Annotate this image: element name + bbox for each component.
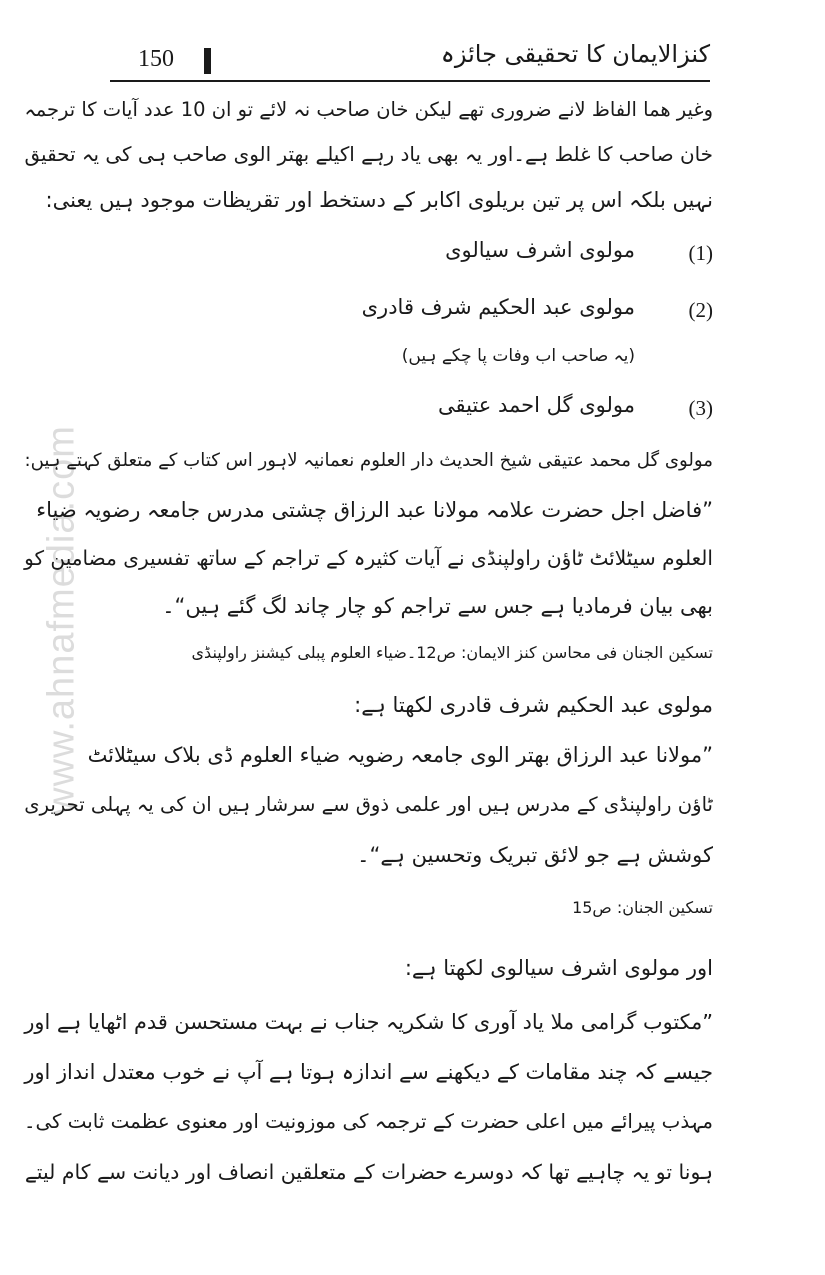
list-item: مولوی عبد الحکیم شرف قادری: [361, 295, 635, 319]
quote-line: ٹاؤن راولپنڈی کے مدرس ہیں اور علمی ذوق سے سرشار ہیں ان کی یہ پہلی تحریری: [24, 793, 713, 816]
list-item: مولوی اشرف سیالوی: [445, 238, 635, 262]
quote-line: ”مولانا عبد الرزاق بھتر الوی جامعہ رضویہ ضیاء العلوم ڈی بلاک سیٹلائٹ: [87, 743, 713, 767]
header-bar-divider: [204, 48, 211, 74]
header-rule: [110, 80, 710, 82]
quote-line: مہذب پیرائے میں اعلی حضرت کے ترجمہ کی موزونیت اور معنوی عظمت ثابت کی۔: [23, 1110, 713, 1133]
body-line: خان صاحب کا غلط ہے۔اور یہ بھی یاد رہے اکیلے بھتر الوی صاحب ہی کی یہ تحقیق: [24, 143, 713, 166]
quote-line: ”مکتوب گرامی ملا یاد آوری کا شکریہ جناب نے بہت مستحسن قدم اٹھایا ہے اور: [24, 1010, 713, 1034]
source-citation: تسکین الجنان: ص15: [572, 898, 713, 917]
body-line: وغیر ھما الفاظ لانے ضروری تھے لیکن خان صاحب نہ لائے تو ان 10 عدد آیات کا ترجمہ: [24, 98, 713, 121]
body-line: مولوی گل محمد عتیقی شیخ الحدیث دار العلوم نعمانیہ لاہور اس کتاب کے متعلق کہتے ہیں:: [24, 450, 713, 471]
list-number: (1): [688, 241, 713, 265]
list-number: (2): [688, 298, 713, 322]
quote-line: ”فاضل اجل حضرت علامہ مولانا عبد الرزاق چشتی مدرس جامعہ رضویہ ضیاء: [36, 498, 713, 522]
quote-line: ہونا تو یہ چاہیے تھا کہ دوسرے حضرات کے متعلقین انصاف اور دیانت سے کام لیتے: [24, 1160, 713, 1184]
list-note: (یہ صاحب اب وفات پا چکے ہیں): [401, 346, 635, 366]
page-header: [110, 38, 710, 80]
page-number: 150: [138, 46, 174, 72]
source-citation: تسکین الجنان فی محاسن کنز الایمان: ص12۔ضیاء العلوم پبلی کیشنز راولپنڈی: [191, 643, 713, 662]
quote-line: العلوم سیٹلائٹ ٹاؤن راولپنڈی نے آیات کثیرہ کے تراجم کے ساتھ تفسیری مضامین کو: [24, 546, 713, 570]
list-item: مولوی گل احمد عتیقی: [437, 393, 635, 417]
quote-line: جیسے کہ چند مقامات کے دیکھنے سے اندازہ ہوتا ہے آپ نے خوب معتدل انداز اور: [24, 1060, 713, 1084]
quote-line: بھی بیان فرمادیا ہے جس سے تراجم کو چار چاند لگ گئے ہیں“۔: [162, 594, 713, 618]
quote-line: کوشش ہے جو لائق تبریک وتحسین ہے“۔: [357, 843, 713, 867]
body-line: اور مولوی اشرف سیالوی لکھتا ہے:: [404, 956, 713, 980]
body-line: نہیں بلکہ اس پر تین بریلوی اکابر کے دستخط اور تقریظات موجود ہیں یعنی:: [45, 188, 713, 212]
watermark-text: www.ahnafmedia.com: [40, 425, 83, 815]
list-number: (3): [688, 396, 713, 420]
body-line: مولوی عبد الحکیم شرف قادری لکھتا ہے:: [354, 693, 713, 717]
running-title: کنزالایمان کا تحقیقی جائزہ: [440, 40, 710, 68]
